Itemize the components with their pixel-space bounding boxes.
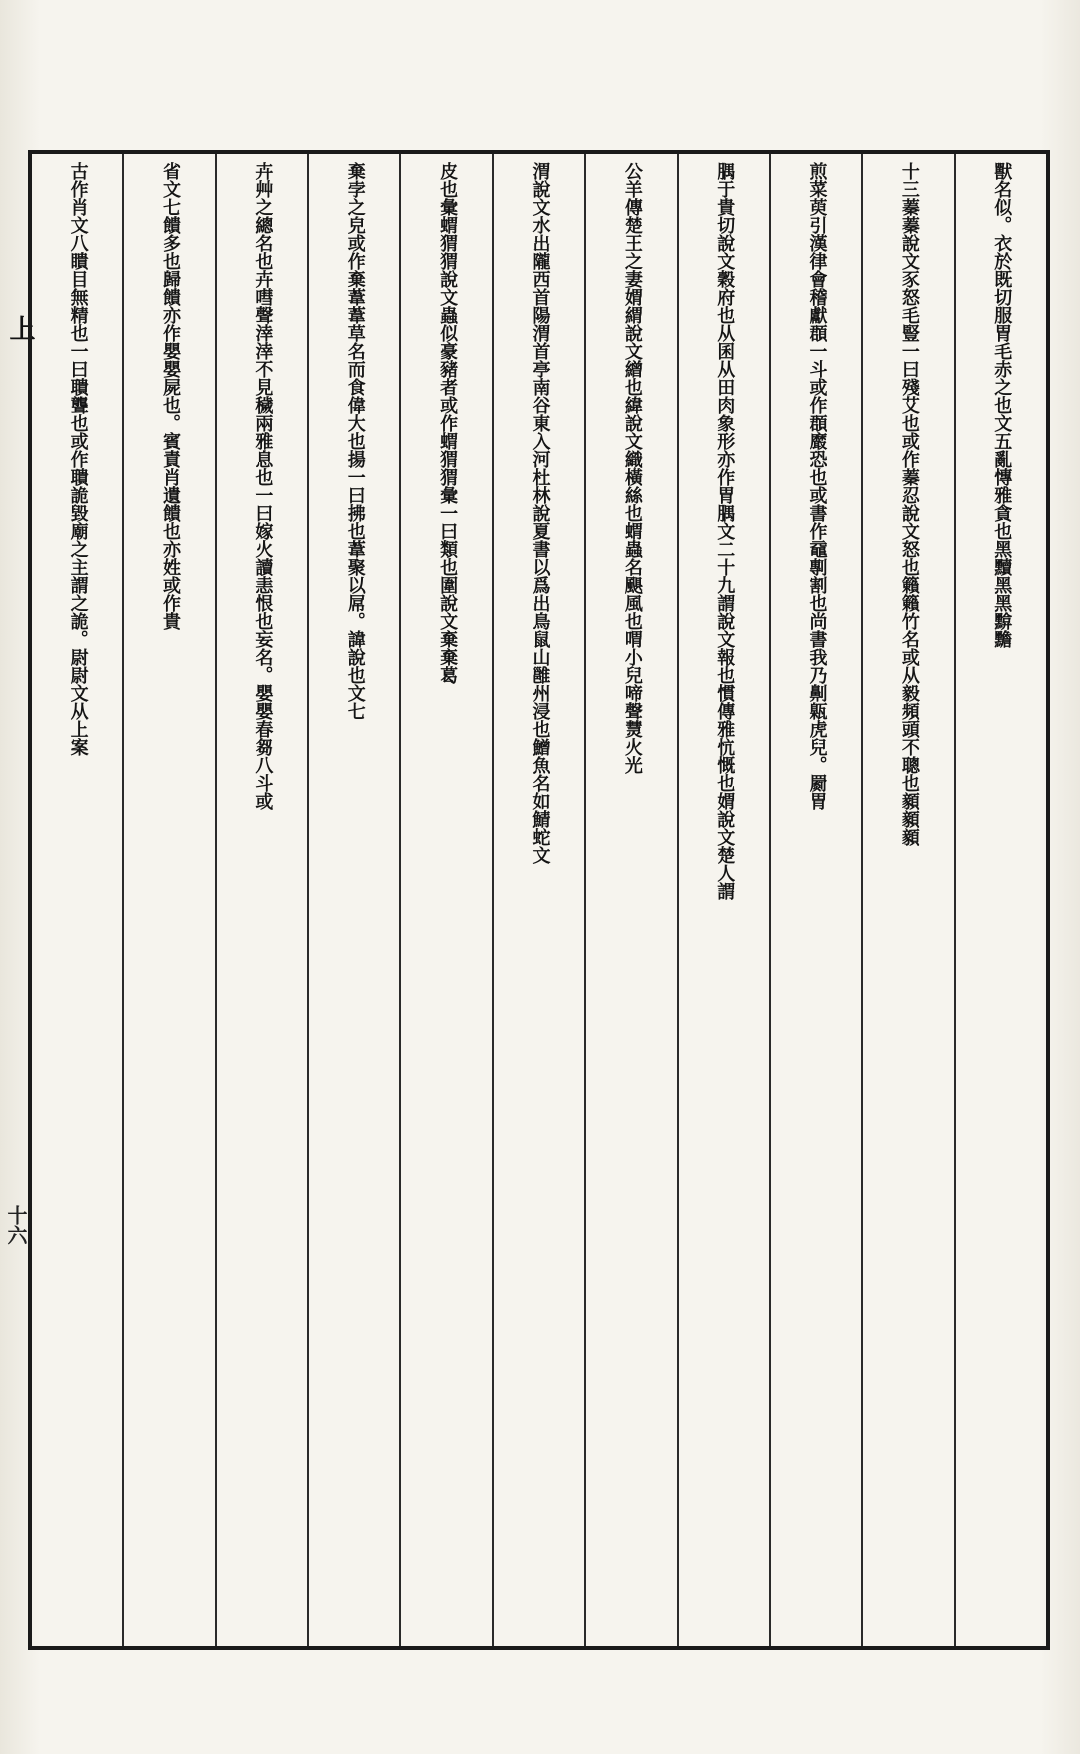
text-column [677,154,769,1646]
column-text: 渭說文水出隴西首陽渭首亭南谷東入河杜林說夏書以爲出鳥鼠山雝州浸也鱛魚名如鯖蛇文 [529,162,551,864]
column-text: 棄孛之皃或作棄葦葦草名而食偉大也揚一曰拂也葦聚以屌。諱說也文七 [344,162,366,720]
text-column [769,154,861,1646]
column-text: 公羊傳楚王之妻媦緭說文繒也緯說文織橫絲也蝟蟲名颶風也喟小兒啼聲熭火光 [621,162,643,774]
column-text: 省文七饋多也歸饋亦作嬰嬰屍也。賓責肖遺饋也亦姓或作貴 [160,162,182,630]
text-column [399,154,491,1646]
text-column [215,154,307,1646]
column-text: 古作肖文八瞶目無精也一曰聵聾也或作聵詭毀廟之主謂之詭。尉尉文从上案 [67,162,89,756]
column-text: 皮也彙蝟猬猬說文蟲似豪豬者或作蝟猬猬彙一曰類也圍說文棄棄葛 [437,162,459,684]
column-container [32,154,1046,1646]
column-text: 獸名似。衣於既切服胃毛赤之也文五亂慱雅貪也黑黷黑黑黭黵 [991,162,1013,648]
text-column [954,154,1046,1646]
column-text: 煎菜萸引漢律會稽獻頵一斗或作頵黀恐也或書作黿剸割也尚書我乃劓甈虎兒。罽胃 [806,162,828,810]
page-number: 十六 [4,1205,28,1245]
text-frame [28,150,1050,1650]
text-column [122,154,214,1646]
left-margin [0,150,35,1650]
column-text: 卉艸之總名也卉嘒聲涬涬不見穢兩雅息也一曰嫁火讀恚恨也妄名。嬰嬰春芻八斗或 [252,162,274,810]
text-column [307,154,399,1646]
text-column [584,154,676,1646]
text-column [861,154,953,1646]
column-text: 腢于貴切說文穀府也从囷从田肉象形亦作胃腢文二十九謂說文報也慣傳雅忼慨也媦說文楚人謂 [714,162,736,900]
column-text: 十三蓁蓁說文豕怒毛豎一曰殘艾也或作蓁忍說文怒也籟籟竹名或从毅頻頭不聰也顡顡顡 [898,162,920,846]
text-column [492,154,584,1646]
text-column [32,154,122,1646]
volume-mark: 上 [5,315,35,341]
